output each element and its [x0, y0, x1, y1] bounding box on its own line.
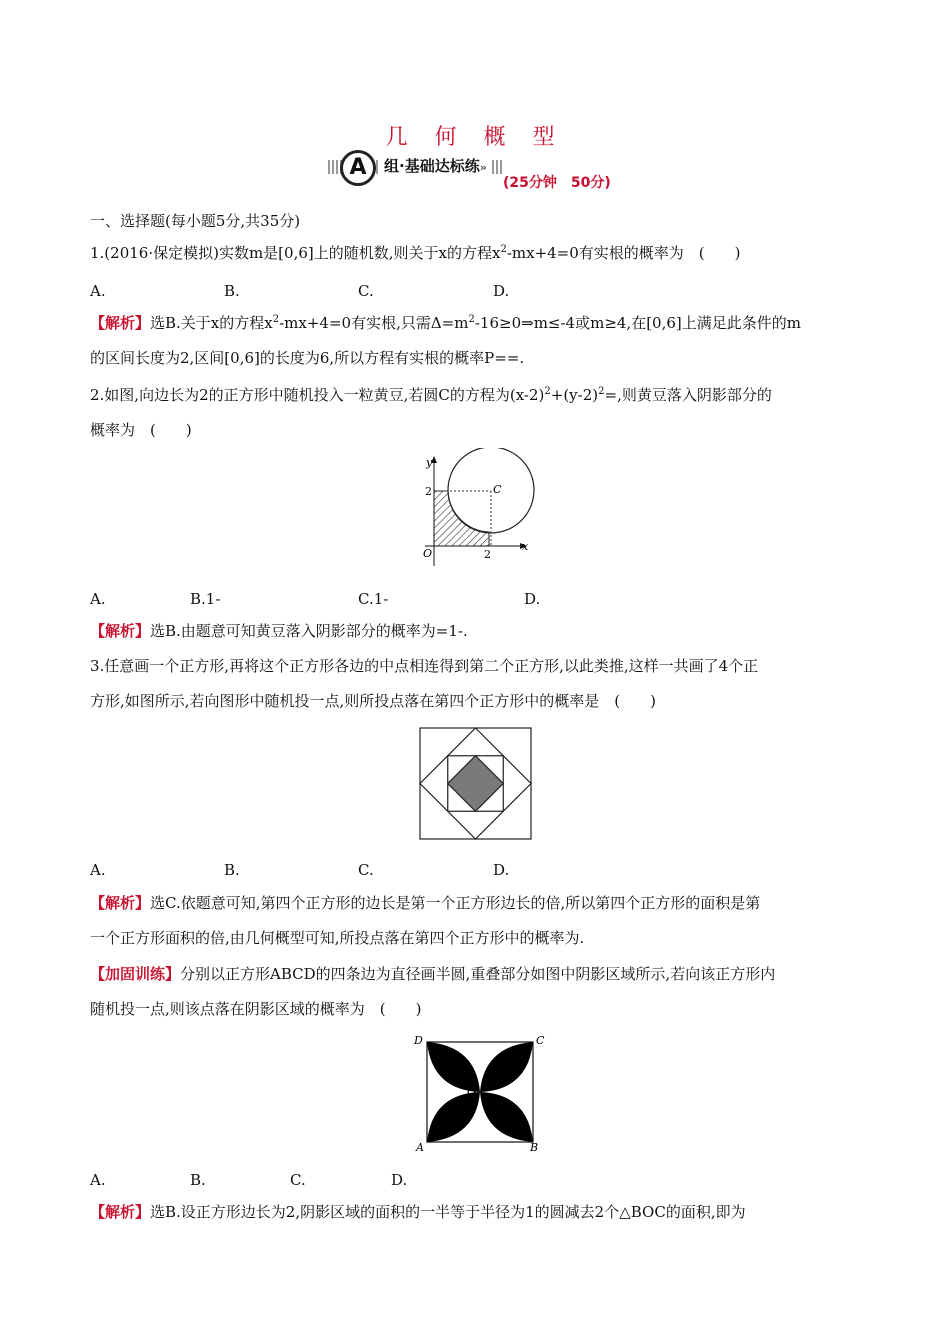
- q4-option-a: A.: [90, 1171, 106, 1189]
- q2-option-d: D.: [524, 590, 541, 608]
- q2-label-x: x: [522, 540, 529, 553]
- q1-stem: 1.(2016·保定模拟)实数m是[0,6]上的随机数,则关于x的方程$x^2-mx+4=0$有实根的概率为 ( ): [90, 244, 741, 262]
- group-badge: A: [340, 150, 376, 186]
- q1-option-c: C.: [358, 282, 374, 300]
- q3-figure: [418, 726, 533, 841]
- q3-solution-line2: 一个正方形面积的倍,由几何概型可知,所投点落在第四个正方形中的概率为.: [90, 929, 585, 947]
- banner-arrow: »: [479, 161, 487, 174]
- q2-label-y: y: [426, 456, 433, 469]
- q2-label-2y: 2: [425, 485, 432, 498]
- q1-option-b: B.: [224, 282, 240, 300]
- q4-option-c: C.: [290, 1171, 306, 1189]
- q3-option-a: A.: [90, 861, 106, 879]
- q1-solution-line2: 的区间长度为2,区间[0,6]的长度为6,所以方程有实根的概率P==.: [90, 349, 525, 367]
- page-title: 几 何 概 型: [385, 125, 565, 150]
- q4-stem-line1: 【加固训练】分别以正方形ABCD的四条边为直径画半圆,重叠部分如图中阴影区域所示,若向该正方形内: [90, 965, 776, 983]
- q2-stem-line2: 概率为 ( ): [90, 421, 192, 439]
- q2-label-c: C: [493, 483, 502, 496]
- banner-time: (25分钟 50分): [503, 175, 611, 191]
- q2-figure: [415, 448, 535, 568]
- q4-label-o: O: [467, 1086, 477, 1099]
- q4-label-d: D: [414, 1034, 423, 1047]
- q4-option-d: D.: [391, 1171, 408, 1189]
- q2-shaded-region: [434, 491, 489, 546]
- q4-option-b: B.: [190, 1171, 206, 1189]
- q3-option-b: B.: [224, 861, 240, 879]
- q2-label-2x: 2: [484, 548, 491, 561]
- q1-option-a: A.: [90, 282, 106, 300]
- q3-stem-line2: 方形,如图所示,若向图形中随机投一点,则所投点落在第四个正方形中的概率是 ( ): [90, 692, 657, 710]
- q1-option-d: D.: [493, 282, 510, 300]
- q1-solution-line1: 【解析】选B.关于x的方程$x^2-mx+4=0$有实根,只需$\Delta=m^2-16\ge 0\Rightarrow m\le-4$或m≥4,在[0,6]上满足此条件的m: [90, 314, 801, 332]
- q4-solution: 【解析】选B.设正方形边长为2,阴影区域的面积的一半等于半径为1的圆减去2个△BOC的面积,即为: [90, 1203, 746, 1221]
- q2-label-o: O: [423, 547, 433, 560]
- q3-solution-line1: 【解析】选C.依题意可知,第四个正方形的边长是第一个正方形边长的倍,所以第四个正方形的面积是第: [90, 894, 761, 912]
- q4-stem-line2: 随机投一点,则该点落在阴影区域的概率为 ( ): [90, 1000, 422, 1018]
- q4-label-c: C: [536, 1034, 545, 1047]
- q2-option-a: A.: [90, 590, 106, 608]
- q2-option-c: C.1-: [358, 590, 389, 608]
- q2-option-b: B.1-: [190, 590, 221, 608]
- banner-label: 组·基础达标练»: [380, 155, 491, 176]
- q4-figure: [410, 1030, 550, 1155]
- q2-solution: 【解析】选B.由题意可知黄豆落入阴影部分的概率为=1-.: [90, 622, 468, 640]
- q4-label-b: B: [530, 1141, 539, 1154]
- q3-option-c: C.: [358, 861, 374, 879]
- q3-option-d: D.: [493, 861, 510, 879]
- q4-label-a: A: [416, 1141, 424, 1154]
- section-heading: 一、选择题(每小题5分,共35分): [90, 212, 301, 230]
- q2-stem-line1: 2.如图,向边长为2的正方形中随机投入一粒黄豆,若圆C的方程为$(x-2)^2+(y-2)^2=$,则黄豆落入阴影部分的: [90, 386, 772, 404]
- q3-stem-line1: 3.任意画一个正方形,再将这个正方形各边的中点相连得到第二个正方形,以此类推,这样一共画了4个正: [90, 657, 759, 675]
